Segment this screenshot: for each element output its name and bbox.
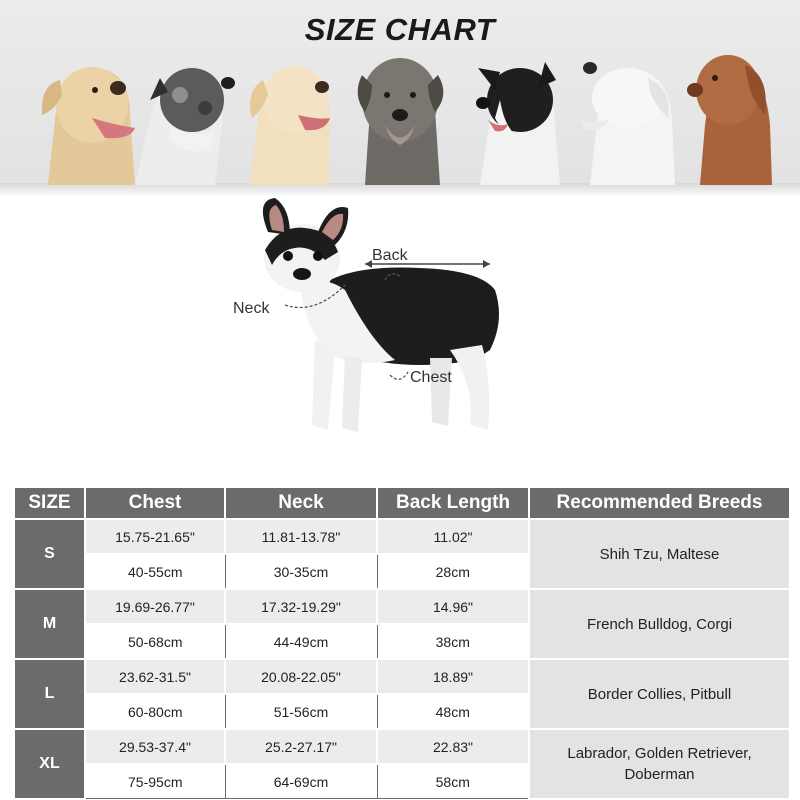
- size-table-container: [13, 486, 789, 800]
- french-bulldog-illustration: [263, 198, 499, 432]
- neck-cm: 44-49cm: [225, 624, 377, 659]
- table-header-row: [14, 487, 790, 519]
- chest-measure-line: [390, 372, 408, 379]
- dog-photo-yellow-lab: [250, 66, 330, 185]
- table-row: [14, 519, 790, 554]
- header-chest: Chest: [85, 487, 225, 519]
- size-label: XL: [14, 729, 85, 799]
- chest-inch: 23.62-31.5": [85, 659, 225, 694]
- chest-cm: 75-95cm: [85, 764, 225, 799]
- neck-cm: 64-69cm: [225, 764, 377, 799]
- neck-inch: 20.08-22.05": [225, 659, 377, 694]
- neck-inch: 25.2-27.17": [225, 729, 377, 764]
- back-length-inch: 14.96": [377, 589, 529, 624]
- back-length-inch: 11.02": [377, 519, 529, 554]
- dog-photo-vizsla: [687, 55, 772, 185]
- back-length-cm: 48cm: [377, 694, 529, 729]
- header-back-length: Back Length: [377, 487, 529, 519]
- dog-photo-golden-lab: [42, 67, 135, 185]
- size-label: L: [14, 659, 85, 729]
- recommended-breeds: Border Collies, Pitbull: [529, 659, 790, 729]
- recommended-breeds: Shih Tzu, Maltese: [529, 519, 790, 589]
- back-length-inch: 18.89": [377, 659, 529, 694]
- dog-photo-white-dog: [580, 62, 675, 185]
- neck-inch: 11.81-13.78": [225, 519, 377, 554]
- recommended-breeds: Labrador, Golden Retriever, Doberman: [529, 729, 790, 799]
- chest-cm: 50-68cm: [85, 624, 225, 659]
- dog-photo-merle-collie: [135, 68, 235, 185]
- french-bulldog-measurement-diagram: [220, 190, 520, 450]
- size-label: S: [14, 519, 85, 589]
- recommended-breeds: French Bulldog, Corgi: [529, 589, 790, 659]
- back-length-inch: 22.83": [377, 729, 529, 764]
- neck-cm: 30-35cm: [225, 554, 377, 589]
- chest-inch: 19.69-26.77": [85, 589, 225, 624]
- dog-photo-border-collie: [476, 62, 560, 185]
- chest-label: Chest: [410, 369, 452, 386]
- header-size: SIZE: [14, 487, 85, 519]
- table-row: [14, 589, 790, 624]
- size-table: [13, 486, 791, 800]
- back-length-cm: 38cm: [377, 624, 529, 659]
- page-title: SIZE CHART: [304, 12, 496, 47]
- neck-cm: 51-56cm: [225, 694, 377, 729]
- chest-inch: 15.75-21.65": [85, 519, 225, 554]
- back-label: Back: [372, 247, 408, 264]
- dog-photo-scruffy-grey: [358, 58, 444, 185]
- back-length-cm: 28cm: [377, 554, 529, 589]
- chest-cm: 40-55cm: [85, 554, 225, 589]
- table-row: [14, 729, 790, 764]
- header-recommended-breeds: Recommended Breeds: [529, 487, 790, 519]
- neck-inch: 17.32-19.29": [225, 589, 377, 624]
- table-row: [14, 659, 790, 694]
- chest-cm: 60-80cm: [85, 694, 225, 729]
- neck-label: Neck: [233, 300, 270, 317]
- size-label: M: [14, 589, 85, 659]
- header-neck: Neck: [225, 487, 377, 519]
- back-length-cm: 58cm: [377, 764, 529, 799]
- chest-inch: 29.53-37.4": [85, 729, 225, 764]
